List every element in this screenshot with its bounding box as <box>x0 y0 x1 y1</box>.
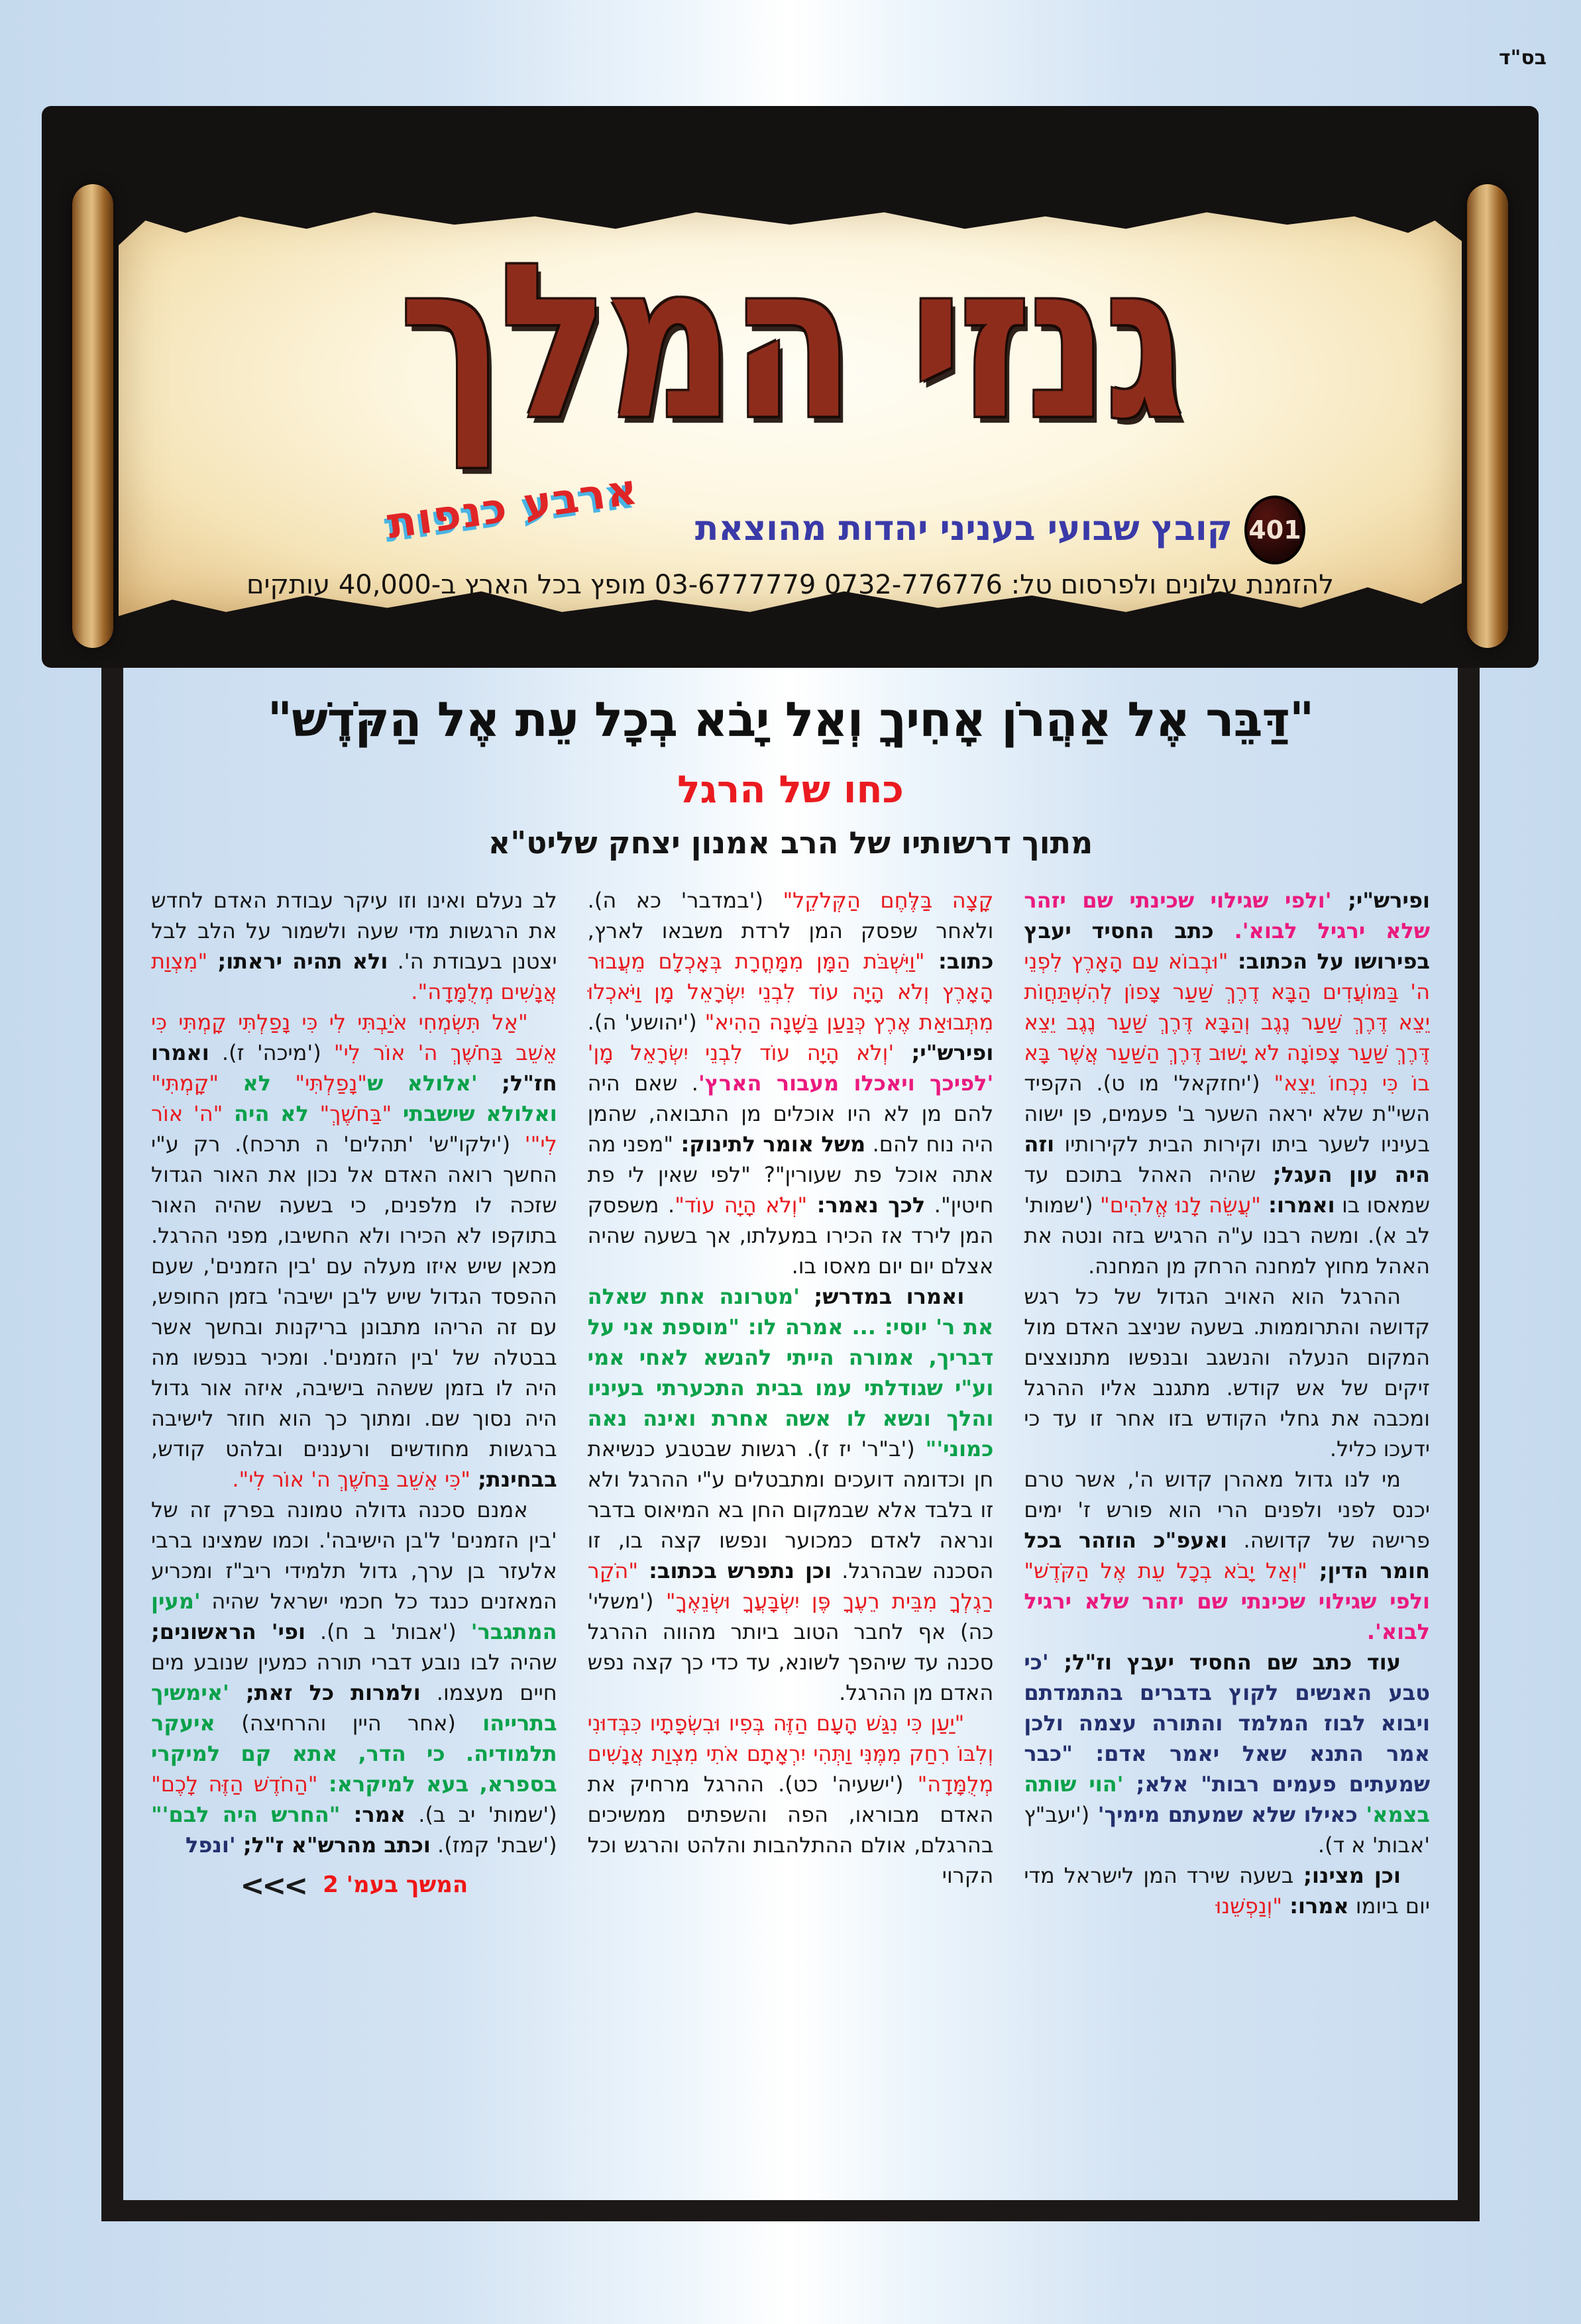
contact-line: להזמנת עלונים ולפרסום טל: 0732-776776 03-6777779 מופץ בכל הארץ ב-40,000 עותקים <box>246 570 1334 600</box>
text-run: וכן נתפרש בכתוב: <box>638 1558 832 1583</box>
continuation-text: המשך בעמ' 2 <box>323 1872 468 1898</box>
column-middle <box>588 885 994 1921</box>
text-run: ('ב"ר' יז ז). רגשות שבטבע כנשיאת חן וכדומה דועכים ומתבטלים ע"י ההרגל ולא זו בלבד אלא שבמקום החן בא המיאוס בדבר ונראה לאדם כמכוער ונפשו קצה בו, זו הסכנה שבהרגל. <box>587 1436 994 1583</box>
text-run: ('במדבר' כא ה). ולאחר שפסק המן לרדת משבאו לארץ, <box>587 888 994 943</box>
paragraph <box>1024 1647 1430 1860</box>
text-run: "כִּי אֵשֵׁב בַּחֹשֶׁךְ ה' אוֹר לִי". <box>232 1467 470 1492</box>
masthead-title: גנזי המלך <box>399 219 1181 467</box>
text-run: אמנם סכנה גדולה טמונה בפרק זה של 'בין הזמנים' ל'בן הישיבה'. וכמו שמצינו ברבי אלעזר בן ערך, גדול תלמידי ריב"ז ומכריע המאזנים כנגד כל חכמי ישראל שהיה <box>150 1497 557 1614</box>
text-run: כאילו שלא שמעתם מימיך' <box>1089 1802 1358 1827</box>
article-columns <box>142 885 1439 1921</box>
paragraph <box>1024 1464 1430 1647</box>
text-run: 'מטרונה אחת שאלה את ר' יוסי: ... אמרה לו: "מוספת אני על דבריך, אמורה הייתי להנשא לאחי אמי וע"י שגודלתי עמו בבית התכערתי בעיניו והלך ונשא לו אשה אחרת ואינה נאה כמוני'" <box>587 1284 994 1461</box>
text-run: קָצָה בַּלֶּחֶם הַקְּלֹקֵל" <box>763 888 994 913</box>
text-run: 'וְלֹא הָיָה עוֹד לִבְנֵי יִשְׂרָאֵל מָן' <box>587 1040 895 1065</box>
text-run: אמר: <box>340 1802 406 1827</box>
text-run: ('יעב"ץ 'אבות' א ד). <box>1024 1802 1430 1858</box>
text-run: 'אלולא ש <box>367 1071 478 1096</box>
text-run: ואמרו במדרש; <box>799 1284 965 1309</box>
text-run: "נָפַלְתִּי" <box>295 1071 367 1096</box>
text-run: "מפני מה אתה אוכל פת שעורין"? "לפי שאין לי פת חיטין". <box>587 1132 994 1218</box>
text-run: בשעה שירד המן לישראל מדי יום ביומו <box>1024 1863 1430 1919</box>
text-run: ולפי שגילוי שכינתי שם יזהר שלא ירגיל לבוא'. <box>1024 1589 1430 1644</box>
issue-number: 401 <box>1248 515 1301 545</box>
text-run: ואלולא שישבתי <box>392 1101 557 1126</box>
brand-logo: ארבע כנפות <box>384 464 642 549</box>
text-run: ופירש"י; <box>1331 888 1430 913</box>
text-run: כתוב: <box>924 949 994 974</box>
text-run: 'מעין המתגבר' <box>150 1589 557 1644</box>
text-run: "וְלֹא הָיָה עוֹד" <box>675 1192 808 1218</box>
paragraph <box>151 885 557 1007</box>
text-run: ('משלי' כה) אף לחבר הטוב ביותר מהווה ההרגל סכנה עד שיהפך לשונא, עד כדי כך קצה נפש האדם מן ההרגל. <box>587 1589 994 1705</box>
text-run: ואעפ"כ הוזהר בכל חומר הדין; <box>1024 1528 1431 1583</box>
text-run: "וְנַפְשֵׁנוּ <box>1215 1893 1283 1919</box>
text-run: מי לנו גדול מאהרן קדוש ה', אשר טרם יכנס לפני ולפנים הרי הוא פורש ז' ימים פרישה של קדושה. <box>1024 1467 1431 1553</box>
text-run: אמרו: <box>1282 1893 1349 1919</box>
text-run: ('יהושע' ה). <box>587 1010 697 1035</box>
text-run: ואמרו: <box>1260 1192 1335 1218</box>
text-run: לא <box>219 1071 296 1096</box>
paragraph <box>1024 885 1430 1281</box>
text-run: 'לפיכך ויאכלו מעבור הארץ' <box>698 1071 994 1096</box>
byline: מתוך דרשותיו של הרב אמנון יצחק שליט"א <box>488 825 1093 861</box>
text-run: ('שמות' לב א). ומשה רבנו ע"ה הרגיש בזה ונטה את האהל מחוץ למחנה הרחק מן המחנה. <box>1024 1192 1430 1279</box>
text-run: ופי' הראשונים; <box>150 1619 305 1644</box>
text-run: "ה' אוֹר לִי"' <box>150 1101 557 1157</box>
text-run: "קָמְתִּי" <box>150 1071 219 1096</box>
text-run: וכן מצינו; <box>1293 1863 1401 1888</box>
continuation-arrows-icon: <<< <box>240 1869 306 1903</box>
paragraph <box>1024 1281 1430 1464</box>
text-run: שהיה לבו נובע דברי תורה כמעין שנובע מים חיים מעצמו. <box>150 1650 557 1705</box>
content-frame <box>101 668 1480 2221</box>
text-run: ('יחזקאל' מו ט). הקפיד השי"ת שלא יראה השער ב' פעמים, פן ישוה בעיניו לשער ביתו וקירות הבית לקירותיו <box>1024 1071 1430 1157</box>
text-run: "וּבְבוֹא עַם הָאָרֶץ לִפְנֵי ה' בַּמּוֹעֲדִים הַבָּא דֶרֶךְ שַׁעַר צָפוֹן לְהִשְׁתַּחֲוֹת יֵצֵא דֶּרֶךְ שַׁעַר נֶגֶב וְהַבָּא דֶּרֶךְ שַׁעַר נֶגֶב יֵצֵא דֶּרֶךְ שַׁעַר צָפוֹנָה לֹא יָשׁוּב דֶּרֶךְ הַשַּׁעַר אֲשֶׁר בָּא בוֹ כִּי נִכְחוֹ יֵצֵא" <box>1024 949 1431 1096</box>
text-run: 'כי טבע האנשים לקוץ בדברים בהתמדתם ויבוא לבוז המלמד והתורה עצמה ולכן אמר התנא שאל יאמר אדם: "כבר שמעתים פעמים רבות" אלא; <box>1024 1650 1431 1797</box>
text-run: לא היה <box>223 1101 320 1126</box>
text-run: עוד כתב שם החסיד יעבץ וז"ל; <box>1048 1650 1401 1675</box>
text-run: "מִצְוַת אֲנָשִׁים מְלֻמָּדָה". <box>150 949 557 1004</box>
column-left <box>151 885 557 1921</box>
text-run: ('שבת' קמז). <box>430 1832 557 1858</box>
text-run: (אחר היין והרחיצה) <box>215 1711 456 1736</box>
bsd-text: בס"ד <box>1499 46 1547 70</box>
text-run: וזה היה עון העגל; <box>1024 1132 1431 1187</box>
text-run: 'אימשיך בתרייהו <box>150 1680 557 1736</box>
paragraph <box>588 885 994 1281</box>
section-title: כחו של הרגל <box>677 768 904 812</box>
text-run: . משפסק המן לירד אז הכירו במעלתו, אך בשעה שהיה אצלם יום יום מאסו בו. <box>587 1192 994 1279</box>
text-run: . שאם היה להם מן לא היו אוכלים מן התבואה, שהמן היה נוח להם. <box>587 1071 994 1157</box>
column-right <box>1024 885 1430 1921</box>
text-run: 'הוי שותה בצמא' <box>1024 1771 1431 1827</box>
text-run: שהיה האהל בתוכם עד שמאסו בו <box>1024 1162 1430 1218</box>
text-run: לכך נאמר: <box>807 1192 926 1218</box>
text-run: ('אבות' ב ח). <box>305 1619 471 1644</box>
text-run: לב נעלם ואינו וזו עיקר עבודת האדם לחדש את הרגשות מדי שעה ולשמור על הלב לבל יצטנן בעבודת ה'. <box>150 888 557 974</box>
text-run: "הֹקַר רַגְלְךָ מִבֵּית רֵעֶךָ פֶּן יִשְׂבָּעֲךָ וּשְׂנֵאֶךָ" <box>587 1558 994 1614</box>
text-run: "הַחֹדֶשׁ הַזֶּה לָכֶם" <box>150 1771 318 1797</box>
text-run: ולא תהיה יראתו; <box>207 949 388 974</box>
text-run: ('מיכה' ז). <box>209 1040 321 1065</box>
text-run: ('שמות' יב ב). <box>406 1802 557 1827</box>
paragraph <box>588 1708 994 1891</box>
text-run: 'ונפל <box>185 1832 236 1858</box>
text-run: וכתב מהרש"א ז"ל; <box>235 1832 431 1858</box>
text-run: ואמרו חז"ל; <box>150 1040 557 1096</box>
text-run: כתב החסיד יעבץ בפירושו על הכתוב: <box>1024 918 1431 974</box>
continuation-line <box>151 1870 557 1901</box>
text-run: ופירש"י; <box>894 1040 994 1065</box>
text-run: ולמרות כל זאת; <box>229 1680 421 1705</box>
headline-verse: "דַּבֵּר אֶל אַהֲרֹן אָחִיךָ וְאַל יָבֹא בְכָל עֵת אֶל הַקֹּדֶשׁ" <box>267 692 1314 747</box>
text-run: בבחינת; <box>470 1467 557 1492</box>
text-run: "וְאַל יָבֹא בְכָל עֵת אֶל הַקֹּדֶשׁ" <box>1024 1558 1307 1583</box>
text-run: 'ולפי שגילוי שכינתי שם יזהר שלא ירגיל לבוא'. <box>1024 888 1431 943</box>
text-run: "החרש היה לבם'" <box>150 1802 341 1827</box>
paragraph <box>1024 1860 1430 1921</box>
text-run: "עֲשֵׂה לָנוּ אֱלֹהִים" <box>1093 1192 1261 1218</box>
text-run: משל אומר לתינוק: <box>673 1132 866 1157</box>
masthead-banner <box>42 106 1539 668</box>
text-run: "אַל תִּשְׂמְחִי אֹיַבְתִּי לִי כִּי נָפַלְתִּי קָמְתִּי כִּי אֵשֵׁב בַּחֹשֶׁךְ ה' אוֹר לִי" <box>150 1010 557 1065</box>
text-run: "יַעַן כִּי נִגַּשׁ הָעָם הַזֶּה בְּפִיו וּבִשְׂפָתָיו כִּבְּדוּנִי וְלִבּוֹ רִחַק מִמֶּנִּי וַתְּהִי יִרְאָתָם אֹתִי מִצְוַת אֲנָשִׁים מְלֻמָּדָה" <box>587 1711 994 1797</box>
text-run: "וַיִּשְׁבֹּת הַמָּן מִמָּחֳרָת בְּאָכְלָם מֵעֲבוּר הָאָרֶץ וְלֹא הָיָה עוֹד לִבְנֵי יִשְׂרָאֵל מָן וַיֹּאכְלוּ מִתְּבוּאַת אֶרֶץ כְּנַעַן בַּשָּׁנָה הַהִיא" <box>587 949 994 1035</box>
text-run: ההרגל הוא האויב הגדול של כל רגש קדושה והתרוממות. בשעה שניצב האדם מול המקום הנעלה והנשגב ובנפשו מתנוצצים זיקים של אש קודש. מתגנב אליו ההרגל ומכבה את גחלי הקודש בזו אחר זו עד כי ידעכו כליל. <box>1024 1284 1430 1461</box>
paragraph <box>151 1495 557 1860</box>
text-run: ('ילקו"ש' 'תהלים' ה תרכח). רק ע"י החשך רואה האדם אל נכון את האור הגדול שזכה לו מלפנים, כי בשעה שהיה האור בתוקפו לא הכירו ולא החשיבו, מפני ההרגל. מכאן שיש איזו מעלה עם 'בין הזמנים', שעם ההפסד הגדול שיש ל'בן ישיבה' בזמן החופש, עם זה הריהו מתבונן בריקנות ובחשך אשר בבטלה של 'בין הזמנים'. ומכיר בנפשו מה היה לו בזמן ששהה בישיבה, איזה אור גדול היה נסוך שם. ומתוך כך הוא חוזר לישיבה ברגשות מחודשים ורעננים ובלהט קודש, <box>150 1132 557 1461</box>
text-run: "בַּחֹשֶׁךְ" <box>319 1101 392 1126</box>
paragraph <box>151 1007 557 1495</box>
text-run: איעקר תלמודיה. כי הדר, אתא קם למיקרי בספרא, בעא למיקרא: <box>150 1711 557 1797</box>
issue-badge <box>1244 496 1305 564</box>
text-run: ('ישעיה' כט). ההרגל מרחיק את האדם מבוראו, הפה והשפתים ממשיכים בהרגלם, אולם ההתלהבות והלהט והרגש וכל הקרוי <box>587 1771 994 1888</box>
masthead-subtitle: קובץ שבועי בעניני יהדות מהוצאת <box>694 509 1232 549</box>
paragraph <box>588 1281 994 1708</box>
